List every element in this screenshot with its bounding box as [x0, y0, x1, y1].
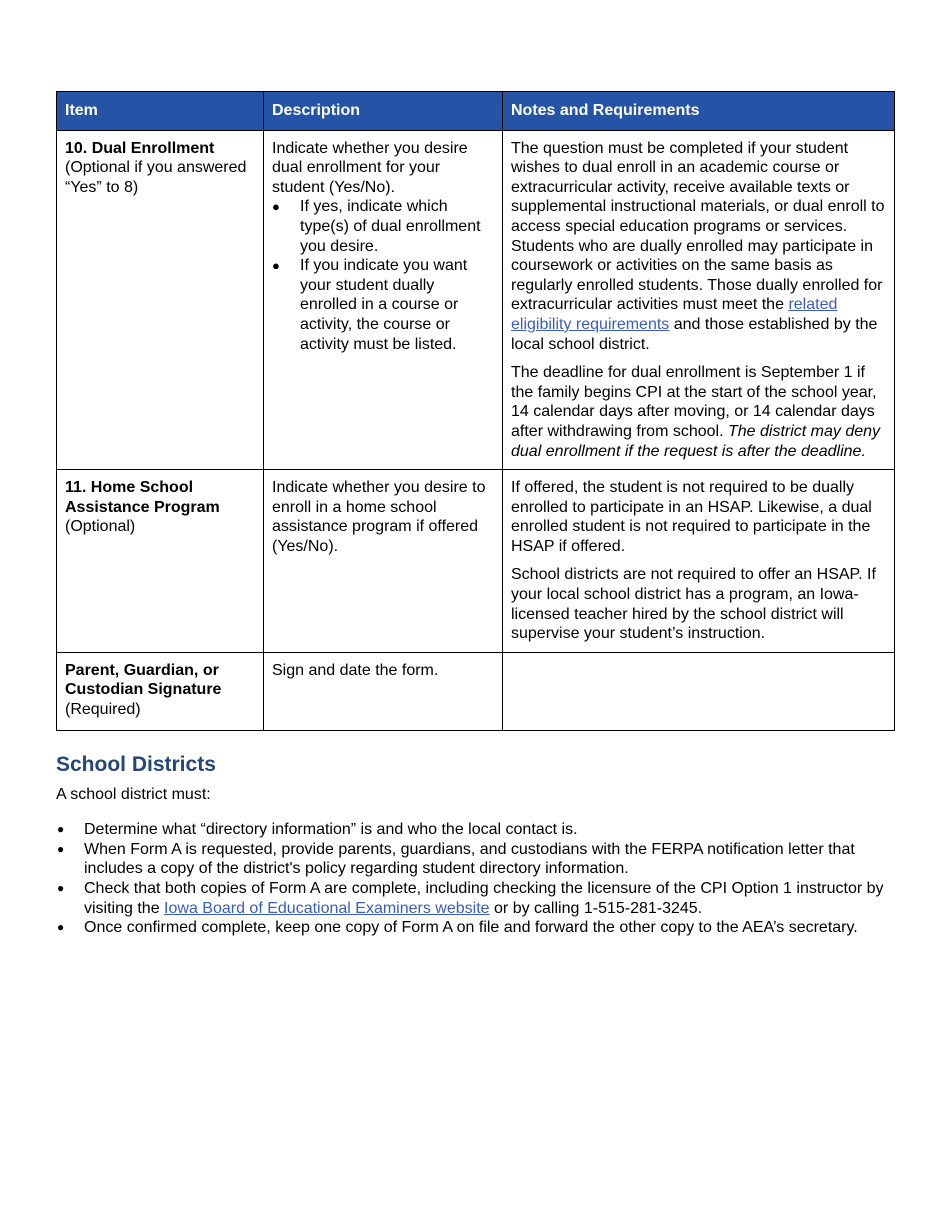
notes-cell	[503, 130, 895, 470]
section-intro: A school district must:	[56, 785, 211, 803]
notes-italic-text: The district may deny dual enrollment if the request is after the deadline.	[511, 422, 881, 460]
item-cell	[57, 652, 264, 730]
item-cell	[57, 470, 264, 653]
list-item-text: or by calling 1-515-281-3245.	[494, 899, 703, 917]
iowa-board-website-link[interactable]: Iowa Board of Educational Examiners website	[164, 899, 490, 917]
notes-paragraph	[511, 363, 886, 461]
column-header-notes: Notes and Requirements	[503, 92, 895, 131]
item-note: (Required)	[65, 701, 141, 719]
item-title: 11. Home School Assistance Program	[65, 479, 220, 516]
list-item-text: Check that both copies of Form A are complete, including checking the licensure of the CPI Option 1 instructor by visiting the	[84, 880, 884, 917]
list-item: ● Once confirmed complete, keep one copy of Form A on file and forward the other copy to the AEA’s secretary.	[56, 918, 894, 938]
item-cell	[57, 130, 264, 470]
list-item	[56, 879, 894, 918]
description-text: Sign and date the form.	[272, 661, 439, 679]
description-cell	[264, 130, 503, 470]
item-note: (Optional if you answered “Yes” to 8)	[65, 159, 247, 196]
item-title: Parent, Guardian, or Custodian Signature	[65, 661, 222, 699]
description-bullet: ● If you indicate you want your student dually enrolled in a course or activity, the course or activity must be listed.	[272, 256, 494, 354]
requirements-table	[56, 91, 895, 731]
description-cell	[264, 652, 503, 730]
eligibility-requirements-link[interactable]: related eligibility requirements	[511, 296, 838, 333]
list-item: ● Determine what “directory information” is and who the local contact is.	[56, 820, 894, 840]
notes-paragraph: If offered, the student is not required to be dually enrolled to participate in an HSAP. Likewise, a dual enrolled student is not required to participate in the HSAP if offered.	[511, 479, 872, 555]
notes-text: The question must be completed if your student wishes to dual enroll in an academic course or extracurricular activity, receive available texts or supplemental instructional materials, or dual enroll to access special education programs or services. Students who are dually enrolled may participate in coursework or activities on the same basis as regularly enrolled students. Those dually enrolled for extracurricular activities must meet the	[511, 139, 885, 314]
notes-cell	[503, 470, 895, 653]
table-row-home-school-assistance	[57, 470, 895, 653]
item-note: (Optional)	[65, 518, 136, 536]
table-row-dual-enrollment	[57, 130, 895, 470]
notes-paragraph: School districts are not required to offer an HSAP. If your local school district has a program, an Iowa-licensed teacher hired by the school district will supervise your student’s instruction.	[511, 566, 876, 643]
notes-cell-empty	[503, 652, 895, 730]
description-text: Indicate whether you desire to enroll in a home school assistance program if offered (Yes/No).	[272, 479, 486, 555]
table-header-row	[57, 92, 895, 131]
item-title: 10. Dual Enrollment	[65, 139, 215, 157]
notes-text: The deadline for dual enrollment is September 1 if the family begins CPI at the start of the school year, 14 calendar days after moving, or 14 calendar days after withdrawing from school.	[511, 364, 877, 440]
school-district-bullet-list	[56, 820, 894, 938]
section-heading: School Districts	[56, 752, 216, 776]
description-bullet-list	[272, 197, 494, 354]
document-page	[56, 91, 894, 938]
notes-text: and those established by the local school district.	[511, 315, 878, 353]
list-item: ● When Form A is requested, provide parents, guardians, and custodians with the FERPA notification letter that includes a copy of the district's policy regarding student directory information.	[56, 840, 894, 879]
column-header-description: Description	[264, 92, 503, 131]
column-header-item: Item	[57, 92, 264, 131]
description-bullet: ● If yes, indicate which type(s) of dual enrollment you desire.	[272, 197, 494, 256]
table-row-signature	[57, 652, 895, 730]
description-text: Indicate whether you desire dual enrollment for your student (Yes/No).	[272, 139, 468, 196]
description-cell	[264, 470, 503, 653]
notes-paragraph	[511, 139, 886, 355]
